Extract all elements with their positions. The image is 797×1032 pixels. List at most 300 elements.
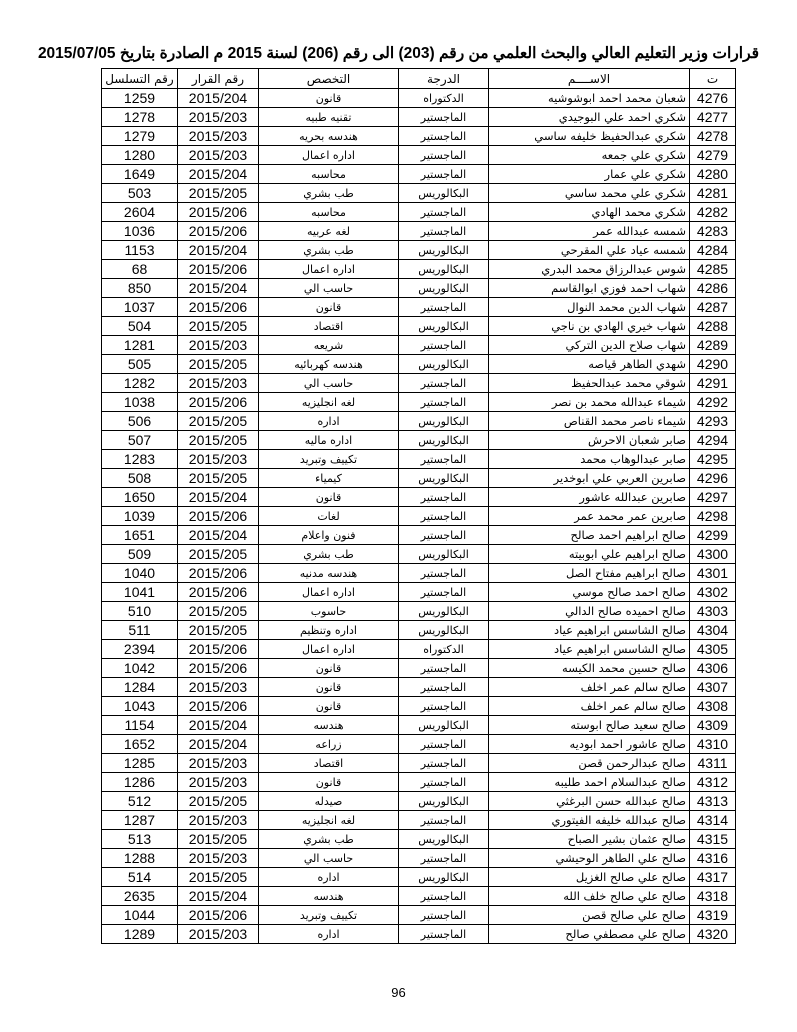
cell-specialty: كيمياء [259, 469, 399, 488]
cell-num: 4278 [690, 127, 736, 146]
table-row [102, 640, 736, 659]
cell-name: صالح علي مصطفي صالح [489, 925, 690, 944]
cell-specialty: قانون [259, 697, 399, 716]
cell-num: 4314 [690, 811, 736, 830]
cell-specialty: اقتصاد [259, 754, 399, 773]
cell-name: شوقي محمد عبدالحفيظ [489, 374, 690, 393]
cell-sequence: 511 [102, 621, 178, 640]
cell-name: صالح عاشور احمد ابوديه [489, 735, 690, 754]
table-row [102, 564, 736, 583]
cell-decision: 2015/203 [178, 108, 259, 127]
cell-name: صالح علي الطاهر الوحيشي [489, 849, 690, 868]
cell-degree: البكالوريس [399, 792, 489, 811]
cell-num: 4301 [690, 564, 736, 583]
cell-degree: الماجستير [399, 488, 489, 507]
cell-specialty: قانون [259, 678, 399, 697]
table-row [102, 583, 736, 602]
cell-num: 4311 [690, 754, 736, 773]
cell-name: صالح سعيد صالح ابوسته [489, 716, 690, 735]
cell-name: صابرين عبدالله عاشور [489, 488, 690, 507]
table-row [102, 773, 736, 792]
cell-name: صالح عبدالله حسن البرغثي [489, 792, 690, 811]
cell-name: شهدي الطاهر قياصه [489, 355, 690, 374]
cell-num: 4277 [690, 108, 736, 127]
cell-num: 4306 [690, 659, 736, 678]
cell-degree: الماجستير [399, 849, 489, 868]
cell-sequence: 1650 [102, 488, 178, 507]
cell-name: صابرين العربي علي ابوخدير [489, 469, 690, 488]
cell-decision: 2015/203 [178, 849, 259, 868]
cell-specialty: طب بشري [259, 241, 399, 260]
cell-name: شمسه عياد علي المقرحي [489, 241, 690, 260]
table-row [102, 526, 736, 545]
cell-name: شهاب الدين محمد النوال [489, 298, 690, 317]
cell-degree: الماجستير [399, 222, 489, 241]
cell-decision: 2015/206 [178, 697, 259, 716]
cell-degree: الماجستير [399, 887, 489, 906]
cell-decision: 2015/205 [178, 792, 259, 811]
cell-degree: الماجستير [399, 127, 489, 146]
cell-name: صالح عثمان بشير الصباح [489, 830, 690, 849]
cell-specialty: حاسب الي [259, 849, 399, 868]
header-name: الاســــم [489, 69, 690, 89]
header-sequence: رقم التسلسل [102, 69, 178, 89]
cell-name: صالح احمد صالح موسي [489, 583, 690, 602]
cell-num: 4316 [690, 849, 736, 868]
cell-sequence: 1153 [102, 241, 178, 260]
cell-decision: 2015/206 [178, 507, 259, 526]
cell-sequence: 510 [102, 602, 178, 621]
cell-degree: البكالوريس [399, 830, 489, 849]
cell-degree: البكالوريس [399, 260, 489, 279]
cell-sequence: 1039 [102, 507, 178, 526]
cell-name: شهاب خيري الهادي بن ناجي [489, 317, 690, 336]
cell-decision: 2015/206 [178, 640, 259, 659]
cell-decision: 2015/203 [178, 925, 259, 944]
cell-name: شهاب احمد فوزي ابوالقاسم [489, 279, 690, 298]
cell-specialty: شريعه [259, 336, 399, 355]
cell-degree: البكالوريس [399, 355, 489, 374]
table-row [102, 412, 736, 431]
cell-name: صالح ابراهيم احمد صالح [489, 526, 690, 545]
cell-name: صالح سالم عمر اخلف [489, 678, 690, 697]
page-title: قرارات وزير التعليم العالي والبحث العلمي من رقم (203) الى رقم (206) لسنة 2015 م الصادرة بتاريخ 2015/07/05 [37, 45, 760, 62]
table-row [102, 811, 736, 830]
cell-decision: 2015/204 [178, 526, 259, 545]
cell-num: 4318 [690, 887, 736, 906]
header-specialty: التخصص [259, 69, 399, 89]
cell-specialty: محاسبه [259, 203, 399, 222]
table-row [102, 165, 736, 184]
table-body [102, 89, 736, 944]
cell-decision: 2015/206 [178, 583, 259, 602]
cell-sequence: 1649 [102, 165, 178, 184]
cell-sequence: 509 [102, 545, 178, 564]
cell-num: 4312 [690, 773, 736, 792]
cell-degree: البكالوريس [399, 279, 489, 298]
cell-sequence: 1286 [102, 773, 178, 792]
cell-degree: الماجستير [399, 811, 489, 830]
cell-num: 4282 [690, 203, 736, 222]
cell-decision: 2015/205 [178, 184, 259, 203]
cell-specialty: هندسه بحريه [259, 127, 399, 146]
cell-num: 4295 [690, 450, 736, 469]
cell-name: شكري احمد علي البوجيدي [489, 108, 690, 127]
table-row [102, 925, 736, 944]
table-header-row [102, 69, 736, 89]
page-number: 96 [391, 985, 406, 1000]
cell-sequence: 2635 [102, 887, 178, 906]
table-row [102, 469, 736, 488]
cell-num: 4291 [690, 374, 736, 393]
cell-name: شيماء عبدالله محمد بن نصر [489, 393, 690, 412]
cell-num: 4313 [690, 792, 736, 811]
cell-name: صابرين عمر محمد عمر [489, 507, 690, 526]
cell-specialty: قانون [259, 773, 399, 792]
cell-name: شعبان محمد احمد ابوشوشيه [489, 89, 690, 108]
cell-sequence: 1044 [102, 906, 178, 925]
table-row [102, 716, 736, 735]
cell-specialty: صيدله [259, 792, 399, 811]
cell-sequence: 1283 [102, 450, 178, 469]
cell-specialty: هندسه [259, 716, 399, 735]
cell-degree: الماجستير [399, 564, 489, 583]
table-row [102, 602, 736, 621]
cell-degree: الماجستير [399, 336, 489, 355]
table-row [102, 127, 736, 146]
cell-specialty: طب بشري [259, 184, 399, 203]
cell-name: صالح الشاسس ابراهيم عياد [489, 640, 690, 659]
table-row [102, 374, 736, 393]
table-row [102, 298, 736, 317]
cell-sequence: 1280 [102, 146, 178, 165]
table-row [102, 887, 736, 906]
cell-decision: 2015/206 [178, 393, 259, 412]
cell-name: صالح ابراهيم علي ابوبيته [489, 545, 690, 564]
cell-decision: 2015/205 [178, 621, 259, 640]
cell-specialty: اداره [259, 412, 399, 431]
cell-specialty: قانون [259, 298, 399, 317]
cell-specialty: فنون واعلام [259, 526, 399, 545]
table-row [102, 659, 736, 678]
cell-name: شكري علي محمد ساسي [489, 184, 690, 203]
cell-decision: 2015/206 [178, 222, 259, 241]
cell-degree: البكالوريس [399, 545, 489, 564]
cell-name: صابر عبدالوهاب محمد [489, 450, 690, 469]
table-row [102, 792, 736, 811]
cell-specialty: اداره اعمال [259, 583, 399, 602]
cell-decision: 2015/204 [178, 488, 259, 507]
table-row [102, 545, 736, 564]
cell-num: 4281 [690, 184, 736, 203]
cell-num: 4287 [690, 298, 736, 317]
cell-num: 4304 [690, 621, 736, 640]
cell-num: 4303 [690, 602, 736, 621]
cell-decision: 2015/205 [178, 868, 259, 887]
cell-degree: البكالوريس [399, 317, 489, 336]
cell-degree: البكالوريس [399, 184, 489, 203]
cell-sequence: 1285 [102, 754, 178, 773]
cell-decision: 2015/203 [178, 127, 259, 146]
cell-sequence: 504 [102, 317, 178, 336]
cell-specialty: زراعه [259, 735, 399, 754]
table-row [102, 735, 736, 754]
cell-name: شيماء ناصر محمد القناص [489, 412, 690, 431]
cell-num: 4317 [690, 868, 736, 887]
cell-name: صالح علي صالح خلف الله [489, 887, 690, 906]
cell-name: صالح علي صالح قصن [489, 906, 690, 925]
cell-specialty: قانون [259, 659, 399, 678]
cell-num: 4298 [690, 507, 736, 526]
cell-sequence: 1652 [102, 735, 178, 754]
table-row [102, 89, 736, 108]
cell-decision: 2015/203 [178, 811, 259, 830]
cell-specialty: لغه عربيه [259, 222, 399, 241]
cell-specialty: تقنيه طبيه [259, 108, 399, 127]
cell-degree: الدكتوراه [399, 89, 489, 108]
cell-decision: 2015/205 [178, 317, 259, 336]
cell-sequence: 512 [102, 792, 178, 811]
cell-sequence: 506 [102, 412, 178, 431]
cell-specialty: قانون [259, 89, 399, 108]
cell-degree: الماجستير [399, 526, 489, 545]
cell-decision: 2015/205 [178, 545, 259, 564]
cell-specialty: اداره ماليه [259, 431, 399, 450]
cell-decision: 2015/204 [178, 165, 259, 184]
cell-name: صالح عبدالسلام احمد طليبه [489, 773, 690, 792]
cell-num: 4309 [690, 716, 736, 735]
table-row [102, 450, 736, 469]
cell-decision: 2015/206 [178, 564, 259, 583]
cell-specialty: اداره [259, 868, 399, 887]
cell-degree: البكالوريس [399, 602, 489, 621]
cell-name: صابر شعبان الاحرش [489, 431, 690, 450]
cell-decision: 2015/205 [178, 830, 259, 849]
cell-degree: الماجستير [399, 678, 489, 697]
cell-specialty: قانون [259, 488, 399, 507]
cell-num: 4290 [690, 355, 736, 374]
cell-specialty: طب بشري [259, 545, 399, 564]
cell-sequence: 2394 [102, 640, 178, 659]
cell-name: صالح عبدالرحمن قصن [489, 754, 690, 773]
cell-specialty: حاسب الي [259, 374, 399, 393]
cell-sequence: 1651 [102, 526, 178, 545]
cell-decision: 2015/204 [178, 89, 259, 108]
cell-num: 4293 [690, 412, 736, 431]
cell-degree: الماجستير [399, 925, 489, 944]
cell-degree: الماجستير [399, 165, 489, 184]
cell-num: 4305 [690, 640, 736, 659]
cell-num: 4276 [690, 89, 736, 108]
table-row [102, 697, 736, 716]
cell-num: 4319 [690, 906, 736, 925]
table-row [102, 241, 736, 260]
cell-sequence: 513 [102, 830, 178, 849]
cell-decision: 2015/203 [178, 678, 259, 697]
table-row [102, 203, 736, 222]
cell-name: شكري عبدالحفيظ خليفه ساسي [489, 127, 690, 146]
cell-num: 4284 [690, 241, 736, 260]
cell-decision: 2015/203 [178, 773, 259, 792]
table-row [102, 317, 736, 336]
cell-specialty: اداره اعمال [259, 640, 399, 659]
table-row [102, 336, 736, 355]
cell-degree: الماجستير [399, 108, 489, 127]
cell-sequence: 1289 [102, 925, 178, 944]
cell-degree: البكالوريس [399, 431, 489, 450]
cell-name: شكري علي عمار [489, 165, 690, 184]
cell-name: شهاب صلاح الدين التركي [489, 336, 690, 355]
cell-specialty: حاسوب [259, 602, 399, 621]
cell-specialty: اقتصاد [259, 317, 399, 336]
cell-specialty: تكييف وتبريد [259, 906, 399, 925]
cell-decision: 2015/206 [178, 298, 259, 317]
cell-decision: 2015/204 [178, 887, 259, 906]
cell-decision: 2015/204 [178, 716, 259, 735]
cell-name: صالح علي صالح الغزيل [489, 868, 690, 887]
cell-decision: 2015/204 [178, 279, 259, 298]
cell-name: صالح الشاسس ابراهيم عياد [489, 621, 690, 640]
table-row [102, 279, 736, 298]
cell-decision: 2015/205 [178, 602, 259, 621]
cell-num: 4310 [690, 735, 736, 754]
cell-specialty: هندسه [259, 887, 399, 906]
cell-sequence: 1042 [102, 659, 178, 678]
cell-degree: الماجستير [399, 735, 489, 754]
cell-decision: 2015/203 [178, 450, 259, 469]
cell-decision: 2015/205 [178, 431, 259, 450]
table-row [102, 260, 736, 279]
cell-num: 4280 [690, 165, 736, 184]
cell-specialty: هندسه مدنيه [259, 564, 399, 583]
table-row [102, 184, 736, 203]
table-row [102, 830, 736, 849]
cell-name: صالح احميده صالح الدالي [489, 602, 690, 621]
cell-sequence: 850 [102, 279, 178, 298]
cell-name: شمسه عبدالله عمر [489, 222, 690, 241]
cell-degree: البكالوريس [399, 716, 489, 735]
cell-decision: 2015/204 [178, 241, 259, 260]
header-decision: رقم القرار [178, 69, 259, 89]
cell-num: 4307 [690, 678, 736, 697]
cell-sequence: 1154 [102, 716, 178, 735]
cell-decision: 2015/205 [178, 355, 259, 374]
cell-sequence: 1284 [102, 678, 178, 697]
cell-name: شوس عبدالرزاق محمد البدري [489, 260, 690, 279]
cell-sequence: 2604 [102, 203, 178, 222]
cell-degree: البكالوريس [399, 868, 489, 887]
cell-num: 4289 [690, 336, 736, 355]
header-num: ت [690, 69, 736, 89]
cell-decision: 2015/203 [178, 374, 259, 393]
cell-num: 4292 [690, 393, 736, 412]
cell-specialty: اداره اعمال [259, 146, 399, 165]
table-row [102, 431, 736, 450]
cell-decision: 2015/206 [178, 260, 259, 279]
cell-specialty: اداره وتنظيم [259, 621, 399, 640]
cell-degree: الماجستير [399, 146, 489, 165]
cell-specialty: لغه انجليزيه [259, 811, 399, 830]
cell-num: 4286 [690, 279, 736, 298]
table-row [102, 488, 736, 507]
table-row [102, 868, 736, 887]
cell-sequence: 1288 [102, 849, 178, 868]
cell-sequence: 508 [102, 469, 178, 488]
cell-specialty: لغه انجليزيه [259, 393, 399, 412]
cell-degree: الماجستير [399, 507, 489, 526]
cell-sequence: 505 [102, 355, 178, 374]
cell-degree: الماجستير [399, 773, 489, 792]
cell-degree: الدكتوراه [399, 640, 489, 659]
cell-num: 4283 [690, 222, 736, 241]
table-row [102, 393, 736, 412]
cell-degree: الماجستير [399, 754, 489, 773]
cell-decision: 2015/206 [178, 203, 259, 222]
cell-sequence: 1037 [102, 298, 178, 317]
cell-sequence: 507 [102, 431, 178, 450]
cell-sequence: 1281 [102, 336, 178, 355]
cell-degree: البكالوريس [399, 469, 489, 488]
cell-degree: الماجستير [399, 659, 489, 678]
table-row [102, 678, 736, 697]
cell-degree: الماجستير [399, 583, 489, 602]
cell-name: شكري محمد الهادي [489, 203, 690, 222]
cell-sequence: 1040 [102, 564, 178, 583]
table-row [102, 355, 736, 374]
cell-sequence: 1043 [102, 697, 178, 716]
decisions-table [101, 68, 736, 944]
table-row [102, 754, 736, 773]
cell-name: صالح عبدالله خليفه الفيتوري [489, 811, 690, 830]
cell-num: 4294 [690, 431, 736, 450]
cell-specialty: تكييف وتبريد [259, 450, 399, 469]
table-row [102, 849, 736, 868]
cell-sequence: 1259 [102, 89, 178, 108]
cell-sequence: 1278 [102, 108, 178, 127]
cell-name: صالح حسين محمد الكيسه [489, 659, 690, 678]
cell-sequence: 503 [102, 184, 178, 203]
cell-degree: الماجستير [399, 374, 489, 393]
cell-decision: 2015/203 [178, 754, 259, 773]
table-row [102, 621, 736, 640]
cell-num: 4279 [690, 146, 736, 165]
table-row [102, 146, 736, 165]
cell-degree: الماجستير [399, 450, 489, 469]
cell-sequence: 1279 [102, 127, 178, 146]
cell-decision: 2015/205 [178, 412, 259, 431]
cell-decision: 2015/204 [178, 735, 259, 754]
cell-degree: البكالوريس [399, 621, 489, 640]
header-degree: الدرجة [399, 69, 489, 89]
cell-num: 4296 [690, 469, 736, 488]
cell-degree: الماجستير [399, 298, 489, 317]
cell-sequence: 514 [102, 868, 178, 887]
cell-degree: البكالوريس [399, 412, 489, 431]
cell-decision: 2015/203 [178, 336, 259, 355]
cell-degree: الماجستير [399, 203, 489, 222]
cell-specialty: طب بشري [259, 830, 399, 849]
cell-name: صالح سالم عمر اخلف [489, 697, 690, 716]
cell-degree: الماجستير [399, 697, 489, 716]
cell-num: 4297 [690, 488, 736, 507]
cell-degree: البكالوريس [399, 241, 489, 260]
cell-num: 4285 [690, 260, 736, 279]
cell-sequence: 1282 [102, 374, 178, 393]
cell-sequence: 68 [102, 260, 178, 279]
cell-specialty: لغات [259, 507, 399, 526]
cell-specialty: هندسه كهربائيه [259, 355, 399, 374]
cell-num: 4288 [690, 317, 736, 336]
